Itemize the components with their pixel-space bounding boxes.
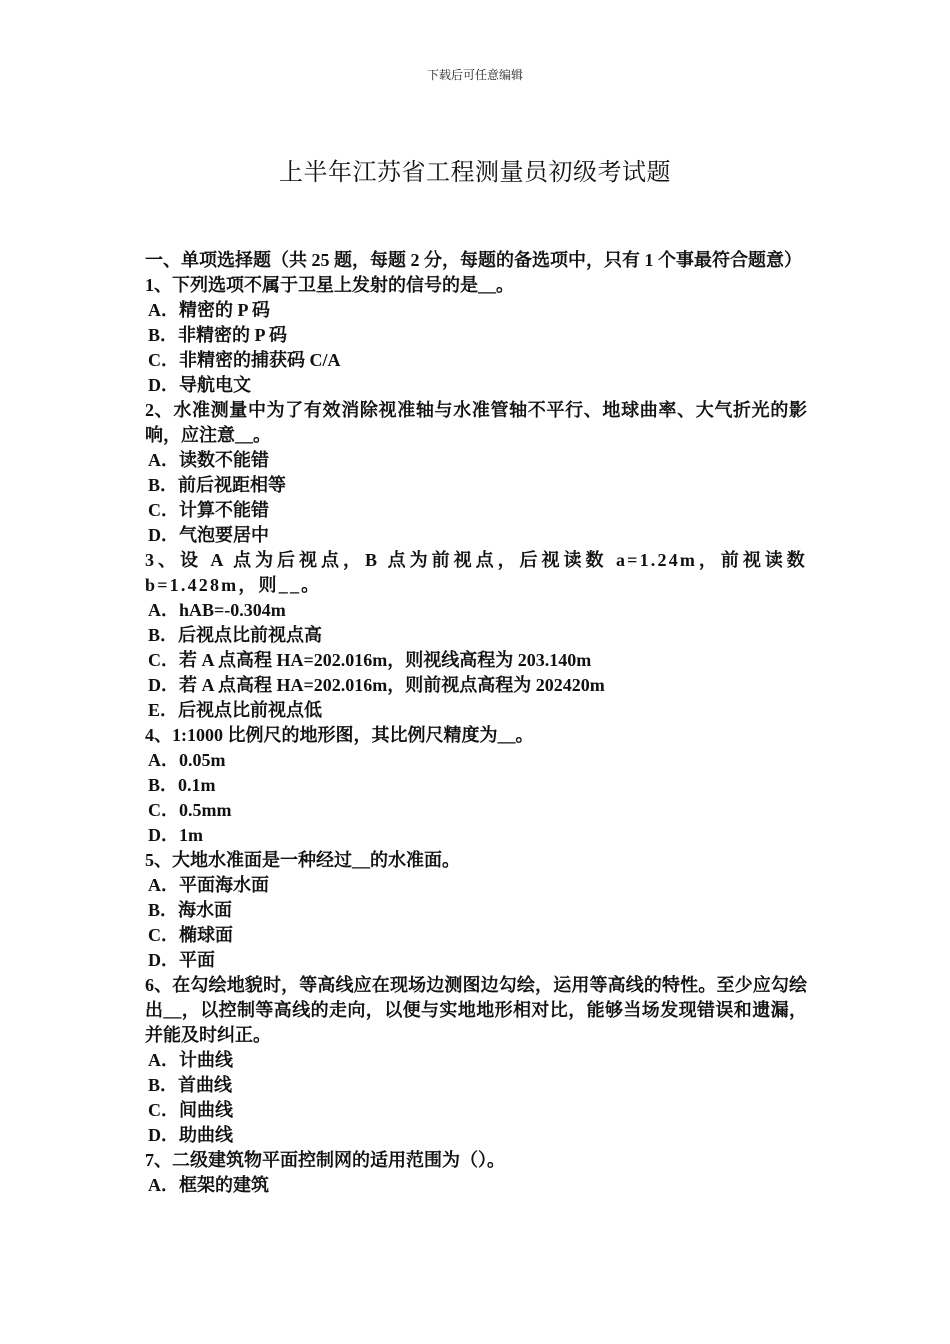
option-a: A．框架的建筑 — [148, 1175, 269, 1195]
option-c: C．椭球面 — [148, 925, 233, 945]
option-a: A．读数不能错 — [148, 450, 269, 470]
question-stem: 1、下列选项不属于卫星上发射的信号的是__。 — [145, 275, 514, 295]
question-1 — [145, 273, 807, 398]
option-d: D．平面 — [148, 950, 215, 970]
option-d: D．气泡要居中 — [148, 525, 269, 545]
option-b: B．非精密的 P 码 — [148, 325, 288, 345]
option-a: A．计曲线 — [148, 1050, 233, 1070]
option-c: C．间曲线 — [148, 1100, 233, 1120]
option-b: B．后视点比前视点高 — [148, 625, 323, 645]
question-stem: 6、在勾绘地貌时，等高线应在现场边测图边勾绘，运用等高线的特性。至少应勾绘出__，以控制等高线的走向，以便与实地地形相对比，能够当场发现错误和遗漏，并能及时纠正。 — [145, 975, 807, 1045]
option-b: B．前后视距相等 — [148, 475, 287, 495]
option-a: A．精密的 P 码 — [148, 300, 271, 320]
page-title: 上半年江苏省工程测量员初级考试题 — [279, 160, 671, 186]
option-e: E．后视点比前视点低 — [148, 700, 323, 720]
option-c: C．计算不能错 — [148, 500, 269, 520]
question-stem: 5、大地水准面是一种经过__的水准面。 — [145, 850, 460, 870]
option-d: D．若 A 点高程 HA=202.016m，则前视点高程为 202420m — [148, 675, 605, 695]
question-stem: 3、设 A 点为后视点，B 点为前视点，后视读数 a=1.24m，前视读数 b=1.428m，则__。 — [145, 550, 807, 595]
section-heading: 一、单项选择题（共 25 题，每题 2 分，每题的备选项中，只有 1 个事最符合题意） — [145, 250, 802, 270]
question-2 — [145, 398, 807, 548]
question-6 — [145, 973, 807, 1148]
question-stem: 4、1:1000 比例尺的地形图，其比例尺精度为__。 — [145, 725, 534, 745]
option-c: C．0.5mm — [148, 800, 232, 820]
option-d: D．助曲线 — [148, 1125, 233, 1145]
option-b: B．0.1m — [148, 775, 216, 795]
option-c: C．若 A 点高程 HA=202.016m，则视线高程为 203.140m — [148, 650, 592, 670]
question-stem: 2、水准测量中为了有效消除视准轴与水准管轴不平行、地球曲率、大气折光的影响，应注意__。 — [145, 400, 807, 445]
option-a: A．0.05m — [148, 750, 226, 770]
option-c: C．非精密的捕获码 C/A — [148, 350, 341, 370]
option-b: B．首曲线 — [148, 1075, 233, 1095]
header-note: 下载后可任意编辑 — [426, 68, 523, 82]
option-a: A．平面海水面 — [148, 875, 269, 895]
option-a: A．hAB=-0.304m — [148, 600, 286, 620]
question-5 — [145, 848, 807, 973]
exam-content — [145, 248, 807, 1198]
option-b: B．海水面 — [148, 900, 233, 920]
question-7 — [145, 1148, 807, 1198]
option-d: D．1m — [148, 825, 203, 845]
question-3 — [145, 548, 807, 723]
option-d: D．导航电文 — [148, 375, 251, 395]
question-stem: 7、二级建筑物平面控制网的适用范围为（）。 — [145, 1150, 505, 1170]
question-4 — [145, 723, 807, 848]
